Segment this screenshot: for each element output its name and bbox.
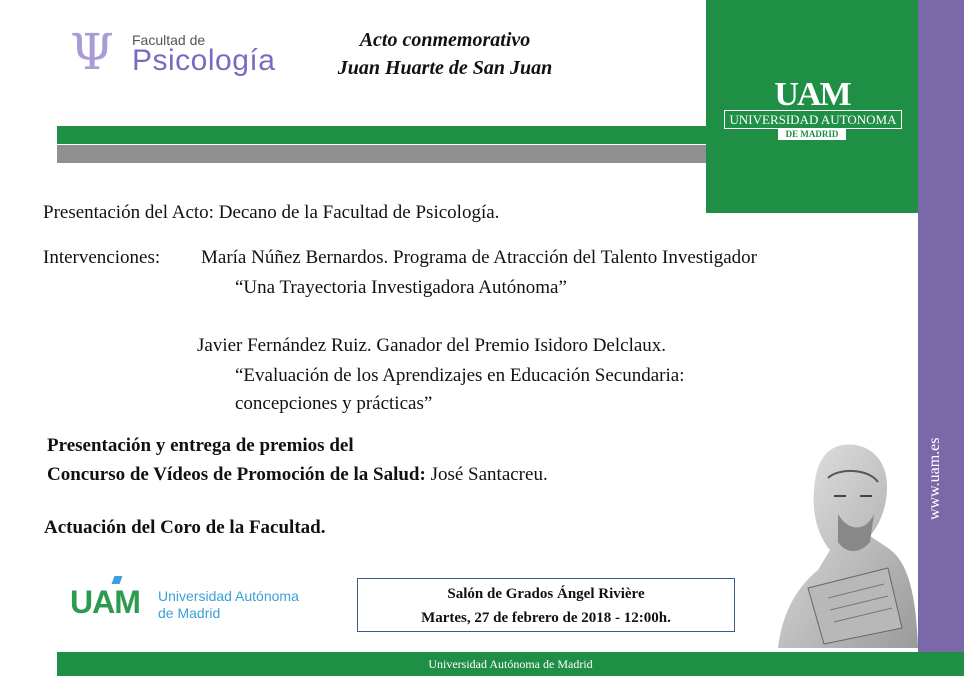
uam-letters: UAM xyxy=(774,76,850,113)
premios-line-1: Presentación y entrega de premios del xyxy=(47,435,354,456)
presentacion-line xyxy=(43,201,499,225)
premios-line-2 xyxy=(47,463,548,487)
purple-sidebar xyxy=(918,0,964,652)
venue-name: Salón de Grados Ángel Rivière xyxy=(447,586,645,602)
footer-bar: Universidad Autónoma de Madrid xyxy=(57,652,964,676)
website-label: www.uam.es xyxy=(926,437,943,520)
premios-text: José Santacreu. xyxy=(425,464,548,485)
portrait-image xyxy=(778,438,918,648)
uam-bottom-logo xyxy=(70,582,310,622)
coro-line: Actuación del Coro de la Facultad. xyxy=(44,517,326,538)
uam-name: UNIVERSIDAD AUTONOMA xyxy=(724,110,902,129)
logo-faculty-label: Facultad de xyxy=(132,32,206,48)
title-line-2: Juan Huarte de San Juan xyxy=(337,57,553,79)
uam-bottom-letters: UAM xyxy=(70,584,140,620)
intervencion-2-text: Javier Fernández Ruiz. Ganador del Premio Isidoro Delclaux. xyxy=(197,335,667,356)
uam-bottom-line1: Universidad Autónoma xyxy=(158,588,299,604)
intervenciones-label: Intervenciones: xyxy=(43,247,161,268)
logo-psicologia-label: Psicología xyxy=(132,44,276,77)
psi-icon: Ψ xyxy=(70,23,114,81)
intervencion-1-text: María Núñez Bernardos. Programa de Atracción del Talento Investigador xyxy=(201,247,757,268)
green-stripe xyxy=(57,126,707,144)
title-line-1: Acto conmemorativo xyxy=(359,29,531,51)
intervencion-2-title-2: concepciones y prácticas” xyxy=(235,393,433,414)
presentacion-text: Decano de la Facultad de Psicología. xyxy=(213,202,500,223)
uam-logo-box xyxy=(706,0,918,213)
presentacion-label: Presentación del Acto: xyxy=(43,202,214,223)
venue-date: Martes, 27 de febrero de 2018 - 12:00h. xyxy=(421,610,671,626)
intervencion-2-title-1: “Evaluación de los Aprendizajes en Educación Secundaria: xyxy=(235,365,685,386)
event-title xyxy=(300,26,590,82)
premios-label: Concurso de Vídeos de Promoción de la Salud: xyxy=(47,464,426,485)
uam-city: DE MADRID xyxy=(778,128,846,140)
intervencion-1-title: “Una Trayectoria Investigadora Autónoma” xyxy=(235,277,567,298)
venue-box xyxy=(357,578,735,632)
uam-bottom-line2: de Madrid xyxy=(158,605,221,621)
